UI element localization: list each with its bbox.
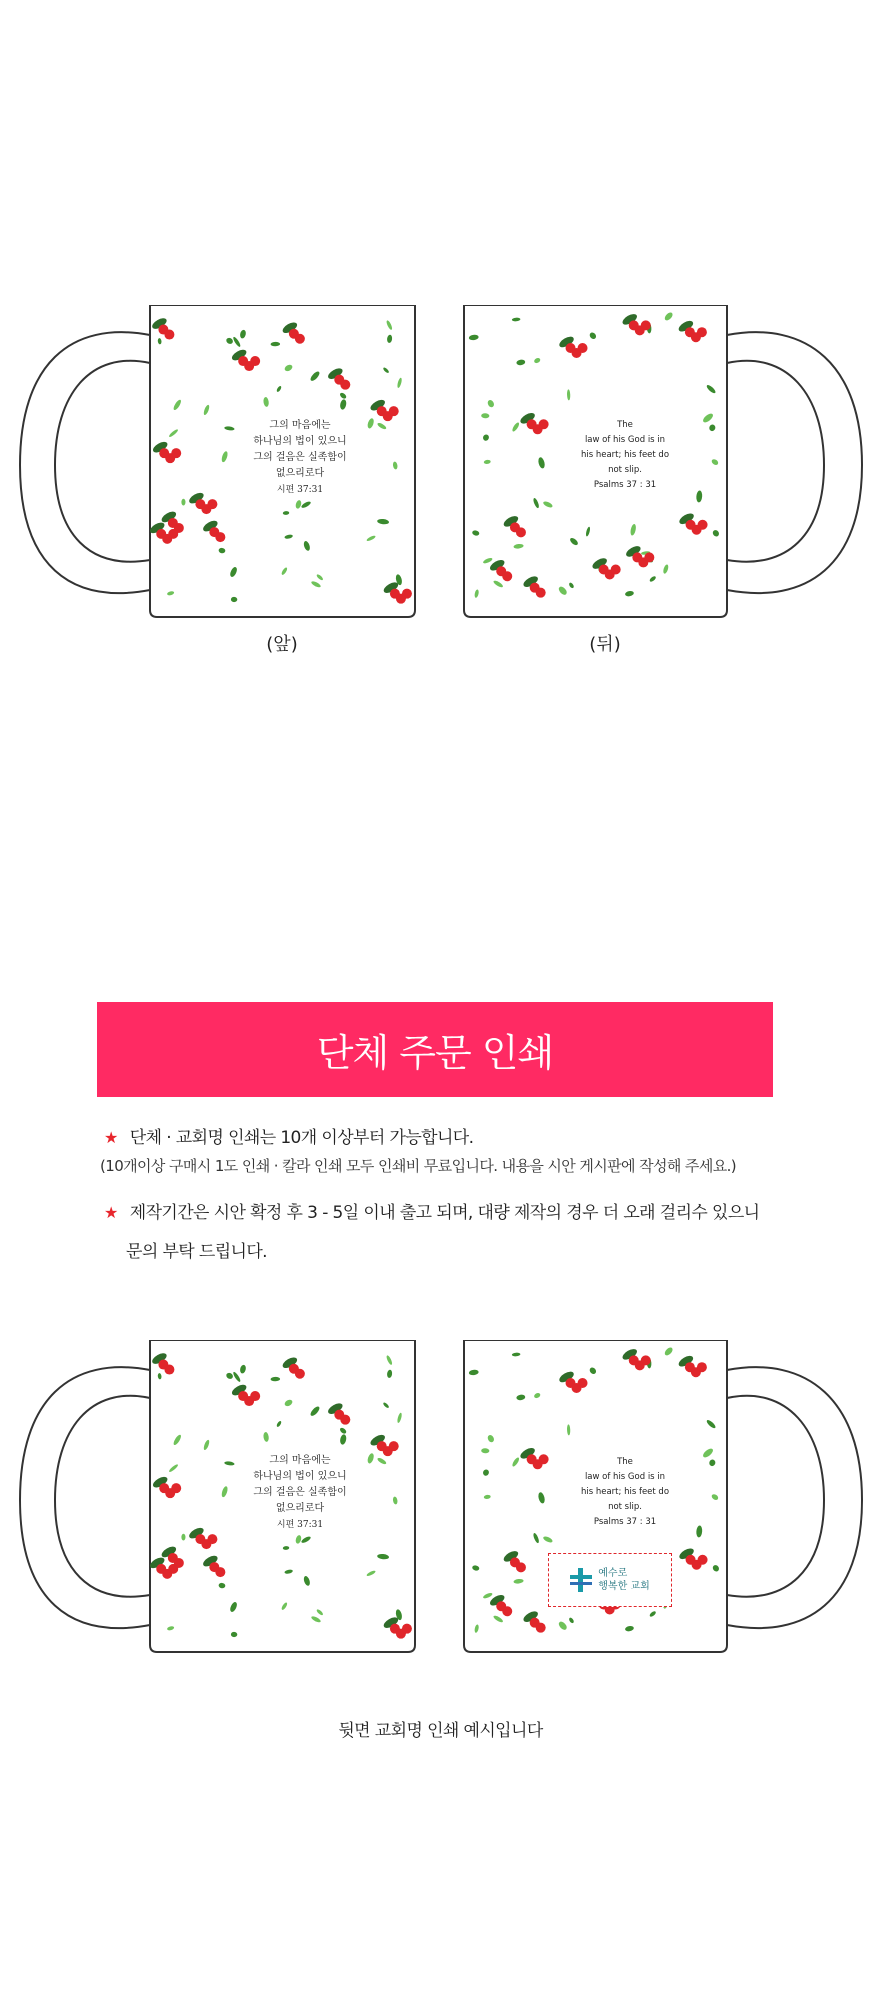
- verse-line: 하나님의 법이 있으니: [253, 436, 347, 447]
- verse-line: law of his God is in: [584, 435, 666, 445]
- berry-decoration: [168, 529, 178, 539]
- verse-line: The: [617, 420, 633, 430]
- berry-decoration: [578, 1378, 588, 1388]
- verse-line: his heart; his feet do: [580, 1487, 670, 1497]
- bottom-caption: 뒷면 교회명 인쇄 예시입니다: [338, 1721, 543, 1741]
- berry-decoration: [250, 1391, 260, 1401]
- note-line-1-sub: (10개이상 구매시 1도 인쇄 · 칼라 인쇄 모두 인쇄비 무료입니다. 내용을 시안 게시판에 작성해 주세요.): [100, 1157, 737, 1175]
- berry-decoration: [536, 1623, 546, 1633]
- berry-decoration: [698, 1555, 708, 1565]
- verse-line: 시편 37:31: [276, 485, 324, 495]
- berry-decoration: [295, 1369, 305, 1379]
- berry-decoration: [697, 1362, 707, 1372]
- berry-decoration: [389, 406, 399, 416]
- front-verse-top: [235, 418, 365, 498]
- berry-decoration: [164, 1365, 174, 1375]
- note-text-2: 제작기간은 시안 확정 후 3 - 5일 이내 출고 되며, 대량 제작의 경우 더 오래 걸리수 있으니: [129, 1203, 760, 1223]
- berry-decoration: [295, 334, 305, 344]
- berry-decoration: [536, 588, 546, 598]
- front-caption: (앞): [266, 634, 298, 655]
- berry-decoration: [164, 330, 174, 340]
- note-line-2-cont: 문의 부탁 드립니다.: [126, 1242, 267, 1262]
- verse-line: law of his God is in: [584, 1472, 666, 1482]
- berry-decoration: [578, 343, 588, 353]
- berry-decoration: [402, 1624, 412, 1634]
- front-verse-bottom: [235, 1453, 365, 1533]
- berry-decoration: [641, 1355, 651, 1365]
- berry-decoration: [697, 327, 707, 337]
- church-logo-line2: 행복한 교회: [598, 1581, 650, 1592]
- verse-line: 없으리로다: [275, 468, 325, 479]
- note-line-2: [104, 1198, 760, 1223]
- berry-decoration: [215, 1567, 225, 1577]
- berry-decoration: [171, 448, 181, 458]
- berry-decoration: [502, 571, 512, 581]
- berry-decoration: [641, 320, 651, 330]
- berry-decoration: [402, 589, 412, 599]
- berry-decoration: [644, 552, 654, 562]
- berry-decoration: [516, 527, 526, 537]
- back-verse-top: [560, 418, 690, 493]
- verse-line: his heart; his feet do: [580, 450, 670, 460]
- verse-line: 그의 마음에는: [269, 1455, 331, 1466]
- star-icon: ★: [104, 1203, 118, 1222]
- berry-decoration: [171, 1483, 181, 1493]
- verse-line: 없으리로다: [275, 1503, 325, 1514]
- cross-logo-icon: [570, 1568, 592, 1592]
- berry-decoration: [389, 1441, 399, 1451]
- group-order-banner: 단체 주문 인쇄: [97, 1002, 773, 1097]
- verse-line: not slip.: [608, 1502, 642, 1512]
- leaf-decoration: [181, 1534, 185, 1541]
- berry-decoration: [250, 356, 260, 366]
- berry-decoration: [698, 520, 708, 530]
- leaf-decoration: [181, 499, 185, 506]
- berry-decoration: [215, 532, 225, 542]
- berry-decoration: [611, 565, 621, 575]
- verse-line: 그의 마음에는: [269, 420, 331, 431]
- berry-decoration: [539, 419, 549, 429]
- verse-line: Psalms 37 : 31: [593, 480, 657, 490]
- verse-line: The: [617, 1457, 633, 1467]
- church-logo-print-area: [548, 1553, 672, 1607]
- back-caption: (뒤): [589, 634, 621, 655]
- note-text-1: 단체 · 교회명 인쇄는 10개 이상부터 가능합니다.: [129, 1128, 474, 1148]
- berry-decoration: [539, 1454, 549, 1464]
- berry-decoration: [340, 380, 350, 390]
- berry-decoration: [502, 1606, 512, 1616]
- verse-line: not slip.: [608, 465, 642, 475]
- note-line-1: [104, 1123, 473, 1148]
- verse-line: 시편 37:31: [276, 1520, 324, 1530]
- berry-decoration: [340, 1415, 350, 1425]
- berry-decoration: [207, 499, 217, 509]
- berry-decoration: [516, 1562, 526, 1572]
- berry-decoration: [168, 1564, 178, 1574]
- verse-line: Psalms 37 : 31: [593, 1517, 657, 1527]
- back-verse-bottom: [560, 1455, 690, 1530]
- verse-line: 그의 걸음은 실족함이: [253, 1487, 347, 1498]
- church-logo-line1: 예수로: [598, 1568, 628, 1579]
- star-icon: ★: [104, 1128, 118, 1147]
- berry-decoration: [207, 1534, 217, 1544]
- verse-line: 하나님의 법이 있으니: [253, 1471, 347, 1482]
- verse-line: 그의 걸음은 실족함이: [253, 452, 347, 463]
